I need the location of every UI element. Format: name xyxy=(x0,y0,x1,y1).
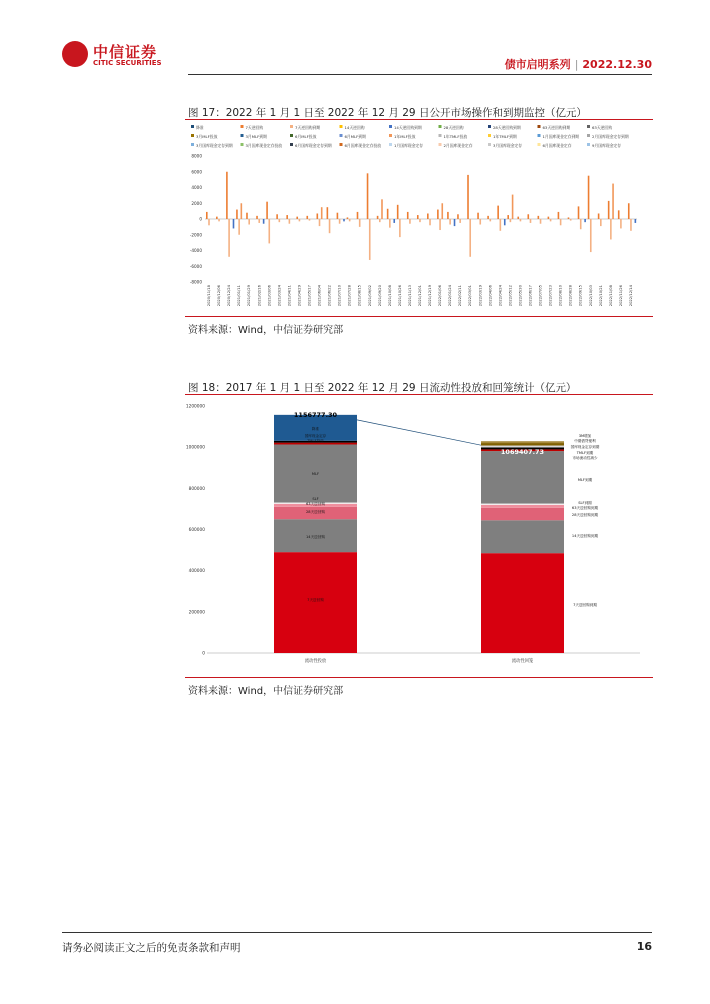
legend-label: 28天逆回购到期 xyxy=(493,125,521,130)
x-tick-label: 2020/12/06 xyxy=(217,285,222,307)
x-tick-label: 2021/10/26 xyxy=(397,285,402,307)
x-tick-label: 2021/04/11 xyxy=(287,285,292,307)
x-tick-label: 2021/06/04 xyxy=(317,285,322,307)
bar xyxy=(248,219,250,225)
legend-label: 9月国库现金定存 xyxy=(592,143,621,148)
stack-segment xyxy=(481,508,564,520)
legend-swatch xyxy=(191,143,194,146)
total-label: 1156777.30 xyxy=(293,410,338,419)
bar xyxy=(381,199,383,219)
bar xyxy=(309,219,311,221)
x-tick-label: 2021/03/06 xyxy=(267,285,272,307)
fig18-source: 资料来源：Wind，中信证券研究部 xyxy=(188,686,344,697)
x-tick-label: 2021/08/15 xyxy=(357,285,362,307)
legend-label: 3月MLF投放 xyxy=(196,134,218,139)
y-tick-label: 1200000 xyxy=(185,404,205,410)
legend-swatch xyxy=(439,134,442,137)
bar xyxy=(512,195,514,219)
y-tick-label: -8000 xyxy=(189,279,202,285)
bar xyxy=(379,219,381,222)
legend-swatch xyxy=(439,143,442,146)
segment-annotation: MLF xyxy=(311,472,320,476)
bar xyxy=(399,219,401,237)
y-tick-label: 800000 xyxy=(188,486,205,492)
x-tick-label: 2022/01/24 xyxy=(448,285,453,307)
legend-label: 1月国库现金定存到期 xyxy=(542,134,580,139)
x-tick-label: 2022/04/06 xyxy=(488,285,493,307)
bar xyxy=(327,207,329,219)
legend-label: 2月国库现金定存到期 xyxy=(592,134,629,139)
legend-label: 7天逆回购到期 xyxy=(295,125,321,130)
legend-label: 6月国库现金定存 xyxy=(542,143,572,148)
x-tick-label: 2021/11/13 xyxy=(407,285,412,307)
x-tick-label: 2022/08/10 xyxy=(558,285,563,307)
total-label: 1069407.73 xyxy=(500,448,545,457)
legend-swatch xyxy=(389,125,392,128)
bar xyxy=(343,219,345,221)
legend-label: 1年TMLF到期 xyxy=(493,134,517,139)
legend-label: 63天逆回购到期 xyxy=(542,125,571,130)
y-tick-label: 600000 xyxy=(188,528,205,533)
bar xyxy=(377,216,379,219)
bar xyxy=(419,219,421,222)
bar xyxy=(216,217,218,219)
segment-annotation: TMLF到期 xyxy=(576,451,594,455)
bar xyxy=(618,210,620,219)
fig17-title: 图 17：2022 年 1 月 1 日至 2022 年 12 月 29 日公开市场操作和到期监控（亿元） xyxy=(188,107,587,119)
bar xyxy=(558,212,560,219)
logo-text-en: CITIC SECURITIES xyxy=(93,59,162,67)
bar xyxy=(548,217,550,219)
x-tick-label: 2022/10/21 xyxy=(598,285,603,307)
x-tick-label: 2021/06/22 xyxy=(327,285,332,307)
legend-swatch xyxy=(488,125,491,128)
x-tick-label: 2022/01/06 xyxy=(438,285,443,307)
logo-text-cn: 中信证券 xyxy=(93,43,158,61)
x-tick-label: 2022/10/03 xyxy=(588,285,593,307)
bar xyxy=(598,213,600,219)
footer-rule xyxy=(62,932,652,933)
stack-segment xyxy=(481,446,564,448)
bar xyxy=(600,219,602,226)
bar xyxy=(620,219,622,228)
page-number: 16 xyxy=(636,940,652,953)
x-tick-label: 2021/07/28 xyxy=(347,285,352,307)
segment-annotation: 3M增加 xyxy=(578,434,592,438)
fig17-top-rule xyxy=(185,119,653,120)
legend-label: 7天逆回购 xyxy=(245,125,264,130)
x-category-label: 流动性回笼 xyxy=(511,659,534,664)
stack-segment xyxy=(481,443,564,445)
legend-swatch xyxy=(290,134,293,137)
bar xyxy=(517,217,519,219)
bar xyxy=(289,219,291,224)
fig17-chart xyxy=(185,121,653,315)
bar xyxy=(487,216,489,219)
x-tick-label: 2021/10/08 xyxy=(387,285,392,307)
bar xyxy=(228,219,230,257)
x-tick-label: 2022/02/11 xyxy=(458,285,463,307)
legend-swatch xyxy=(488,143,491,146)
bar xyxy=(540,219,542,224)
citic-logo-icon xyxy=(62,41,88,67)
stack-segment xyxy=(274,552,357,653)
legend-swatch xyxy=(340,125,343,128)
bar xyxy=(560,219,562,225)
bar xyxy=(393,219,395,223)
bar xyxy=(347,217,349,219)
fig18-bottom-rule xyxy=(185,677,653,678)
legend-label: 14天逆回购到期 xyxy=(394,125,422,130)
fig18-chart xyxy=(185,396,653,676)
bar xyxy=(578,206,580,219)
bar xyxy=(279,219,281,222)
bar xyxy=(479,219,481,225)
x-tick-label: 2021/01/11 xyxy=(237,285,242,307)
bar xyxy=(469,219,471,257)
legend-label: 63天逆回购 xyxy=(592,125,613,130)
bar xyxy=(437,210,439,219)
legend-swatch xyxy=(191,125,194,128)
y-tick-label: 4000 xyxy=(191,185,202,190)
legend-label: 6月国库现金定存投放 xyxy=(344,143,382,148)
x-tick-label: 2022/07/23 xyxy=(548,285,553,307)
bar xyxy=(387,209,389,219)
y-tick-label: 200000 xyxy=(188,610,205,616)
segment-annotation: 中期借贷便利 xyxy=(574,439,596,443)
segment-annotation: 7天逆回购到期 xyxy=(573,603,597,607)
y-tick-label: 6000 xyxy=(191,169,202,175)
bar xyxy=(206,212,208,219)
y-tick-label: 400000 xyxy=(188,569,205,575)
bar xyxy=(530,219,532,223)
legend-swatch xyxy=(340,143,343,146)
legend-swatch xyxy=(241,143,244,146)
legend-label: 1年TMLF投放 xyxy=(443,134,468,139)
x-tick-label: 2021/07/10 xyxy=(337,285,342,307)
x-tick-label: 2022/06/17 xyxy=(528,285,533,307)
legend-label: 1年MLF投放 xyxy=(394,134,416,139)
legend-label: 3月MLF到期 xyxy=(245,134,267,139)
y-tick-label: 0 xyxy=(199,216,202,222)
legend-swatch xyxy=(488,134,491,137)
legend-swatch xyxy=(587,143,590,146)
legend-swatch xyxy=(241,134,244,137)
x-tick-label: 2021/12/19 xyxy=(428,285,433,307)
bar xyxy=(299,219,301,221)
legend-swatch xyxy=(538,134,541,137)
legend-label: 3月国库现金定存投放 xyxy=(245,143,283,148)
bar xyxy=(306,216,308,219)
bar xyxy=(584,219,586,222)
report-date: 2022.12.30 xyxy=(582,58,652,71)
segment-annotation: 63天逆回购 xyxy=(306,502,325,506)
bar xyxy=(226,172,228,219)
connector-line xyxy=(357,420,481,445)
bar xyxy=(417,215,419,219)
bar xyxy=(507,215,509,219)
x-category-label: 流动性投放 xyxy=(304,659,327,664)
bar xyxy=(268,219,270,243)
bar xyxy=(429,219,431,225)
legend-swatch xyxy=(439,125,442,128)
fig18-title: 图 18：2017 年 1 月 1 日至 2022 年 12 月 29 日流动性投放和回笼统计（亿元） xyxy=(188,382,577,394)
segment-annotation: 63天逆回购到期 xyxy=(571,506,599,510)
legend-label: 6月MLF到期 xyxy=(344,134,366,139)
bar xyxy=(441,203,443,219)
bar xyxy=(238,219,240,235)
bar xyxy=(635,219,637,223)
bar xyxy=(321,207,323,219)
legend-label: 3月国库现金定存到期 xyxy=(196,143,233,148)
bar xyxy=(490,219,492,221)
legend-swatch xyxy=(290,143,293,146)
bar xyxy=(256,216,258,219)
bar xyxy=(329,219,331,233)
segment-annotation: 28天逆回购到期 xyxy=(571,513,599,517)
bar xyxy=(588,176,590,219)
footer-disclaimer: 请务必阅读正文之后的免责条款和声明 xyxy=(62,942,241,954)
y-tick-label: -6000 xyxy=(189,263,202,269)
bar xyxy=(233,219,235,228)
legend-swatch xyxy=(587,125,590,128)
x-tick-label: 2022/12/14 xyxy=(628,285,633,307)
bar xyxy=(459,219,461,223)
segment-annotation: MLF到期 xyxy=(577,478,593,482)
bar xyxy=(337,213,339,219)
x-tick-label: 2021/09/02 xyxy=(367,285,372,307)
bar xyxy=(447,212,449,219)
segment-annotation: 14天逆回购 xyxy=(306,535,325,539)
legend-swatch xyxy=(191,134,194,137)
bar xyxy=(570,219,572,221)
segment-annotation: SLF到期 xyxy=(578,501,592,505)
x-tick-label: 2022/11/08 xyxy=(608,285,613,307)
stack-segment xyxy=(481,451,564,503)
legend-swatch xyxy=(340,134,343,137)
bar xyxy=(246,213,248,219)
legend-swatch xyxy=(290,125,293,128)
bar xyxy=(467,175,469,219)
stack-segment xyxy=(481,553,564,653)
bar xyxy=(527,214,529,219)
bar xyxy=(367,173,369,219)
fig17-source: 资料来源：Wind，中信证券研究部 xyxy=(188,325,344,336)
bar xyxy=(477,213,479,219)
bar xyxy=(397,205,399,219)
segment-annotation: SLF xyxy=(312,497,319,501)
x-tick-label: 2022/04/24 xyxy=(498,285,503,307)
legend-label: 2月国库现金定存 xyxy=(443,143,473,148)
bar xyxy=(339,219,341,224)
x-tick-label: 2021/02/16 xyxy=(257,285,262,307)
legend-swatch xyxy=(538,143,541,146)
legend-label: 6月MLF投放 xyxy=(295,134,317,139)
x-tick-label: 2022/07/05 xyxy=(538,285,543,307)
legend-label: 3月国库现金定存 xyxy=(493,143,522,148)
bar xyxy=(608,201,610,219)
bar xyxy=(319,219,321,226)
legend-swatch xyxy=(538,125,541,128)
x-tick-label: 2021/03/24 xyxy=(277,285,282,307)
bar xyxy=(357,212,359,219)
x-tick-label: 2022/09/15 xyxy=(578,285,583,307)
y-tick-label: -4000 xyxy=(189,248,202,253)
bar xyxy=(208,219,210,225)
bar xyxy=(258,219,260,223)
bar xyxy=(276,214,278,219)
x-tick-label: 2022/11/26 xyxy=(618,285,623,307)
legend-label: 1月国库现金定存 xyxy=(394,143,423,148)
bar xyxy=(236,210,238,219)
x-tick-label: 2022/03/01 xyxy=(468,285,473,307)
bar xyxy=(439,219,441,230)
y-tick-label: 0 xyxy=(202,651,205,657)
y-tick-label: 2000 xyxy=(191,200,202,206)
bar xyxy=(296,217,298,219)
bar xyxy=(454,219,456,226)
bar xyxy=(407,212,409,219)
stack-segment xyxy=(481,441,564,443)
bar xyxy=(520,219,522,221)
bar xyxy=(610,219,612,239)
bar xyxy=(497,206,499,219)
legend-swatch xyxy=(389,143,392,146)
bar xyxy=(369,219,371,260)
segment-annotation: 市场流动性减少 xyxy=(572,456,598,460)
bar xyxy=(630,219,632,231)
bar xyxy=(580,219,582,229)
bar xyxy=(359,219,361,227)
segment-annotation: 7天逆回购 xyxy=(307,598,324,602)
x-tick-label: 2021/09/20 xyxy=(377,285,382,307)
bar xyxy=(612,184,614,219)
header-series: 债市启明系列 | 2022.12.30 xyxy=(504,58,652,71)
x-tick-label: 2022/03/19 xyxy=(478,285,483,307)
bar xyxy=(409,219,411,224)
fig18-top-rule xyxy=(185,394,653,395)
bar xyxy=(349,219,351,221)
y-tick-label: -2000 xyxy=(189,232,202,238)
legend-label: 14天逆回购 xyxy=(344,125,365,130)
legend-label: 6月国库现金定存到期 xyxy=(295,143,332,148)
segment-annotation: 国库现金定存 xyxy=(304,434,327,438)
y-tick-label: 1000000 xyxy=(185,445,205,451)
bar xyxy=(266,202,268,219)
series-name: 债市启明系列 xyxy=(504,58,571,71)
x-tick-label: 2020/11/18 xyxy=(207,285,212,307)
x-tick-label: 2020/12/24 xyxy=(227,285,232,307)
y-tick-label: 8000 xyxy=(191,153,202,159)
bar xyxy=(241,203,243,219)
bar xyxy=(568,217,570,219)
x-tick-label: 2021/01/29 xyxy=(247,285,252,307)
legend-swatch xyxy=(389,134,392,137)
bar xyxy=(538,216,540,219)
bar xyxy=(218,219,220,221)
bar xyxy=(510,219,512,222)
bar xyxy=(590,219,592,252)
x-tick-label: 2021/04/29 xyxy=(297,285,302,307)
segment-annotation: 国库现金定存到期 xyxy=(570,445,600,449)
segment-annotation: 降准 xyxy=(311,427,320,431)
legend-swatch xyxy=(241,125,244,128)
bar xyxy=(628,203,630,219)
bar xyxy=(550,219,552,221)
segment-annotation: TMLF投放 xyxy=(307,439,324,443)
stack-segment xyxy=(481,520,564,553)
bar xyxy=(504,219,506,225)
x-tick-label: 2021/12/01 xyxy=(418,285,422,307)
x-tick-label: 2022/05/12 xyxy=(508,285,513,307)
bar xyxy=(389,219,391,228)
stack-segment xyxy=(481,505,564,508)
segment-annotation: 14天逆回购到期 xyxy=(571,534,599,538)
x-tick-label: 2021/05/17 xyxy=(307,285,312,307)
segment-annotation: 28天逆回购 xyxy=(306,510,325,514)
bar xyxy=(457,214,459,219)
stack-segment xyxy=(481,504,564,505)
legend-label: 降准 xyxy=(196,125,204,130)
bar xyxy=(500,219,502,231)
header-rule xyxy=(188,74,652,75)
fig17-bottom-rule xyxy=(185,316,653,317)
legend-swatch xyxy=(587,134,590,137)
bar xyxy=(449,219,451,225)
x-tick-label: 2022/08/28 xyxy=(568,285,573,307)
bar xyxy=(263,219,265,224)
bar xyxy=(427,213,429,219)
bar xyxy=(317,213,319,219)
bar xyxy=(286,215,288,219)
x-tick-label: 2022/05/30 xyxy=(518,285,523,307)
legend-label: 28天逆回购 xyxy=(443,125,464,130)
